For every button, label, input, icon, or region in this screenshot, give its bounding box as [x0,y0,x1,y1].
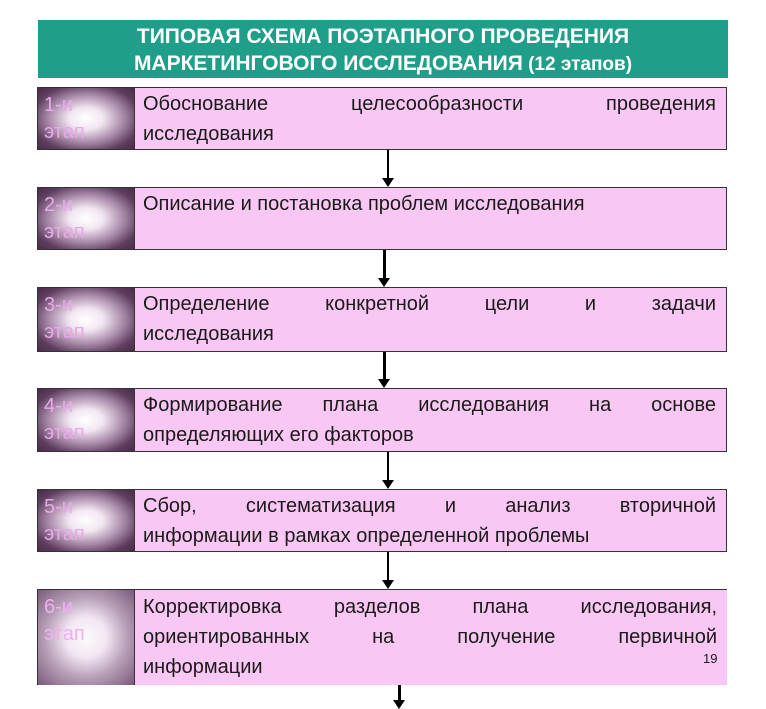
stage-1-text-line-2: исследования [143,123,274,145]
stage-6-number: 6-и [44,596,73,618]
stage-5-label [38,490,135,551]
arrow-3-4-head [378,379,390,388]
stage-4-label [38,389,135,451]
arrow-4-5 [382,452,394,489]
stage-1-box [37,87,727,150]
arrow-6-next [393,685,405,709]
stage-5-description [135,490,726,551]
stage-6-box [37,589,727,685]
stage-4-text-line-2: определяющих его факторов [143,424,414,446]
title-line-2-suffix: (12 этапов) [522,54,633,75]
stage-3-description [135,288,726,351]
stage-6-text-line-3: информации [143,656,263,678]
stage-3-text-line-2: исследования [143,323,274,345]
stage-2-label [38,188,135,249]
stage-5-text-line-2: информации в рамках определенной проблемы [143,525,590,547]
stage-2-text-line-1: Описание и постановка проблем исследования [143,193,585,215]
arrow-2-3 [378,250,390,287]
arrow-5-6 [382,552,394,589]
title-line-2-main: МАРКЕТИНГОВОГО ИССЛЕДОВАНИЯ [133,52,523,75]
stage-6-text-line-2: ориентированных на получение первичной [143,626,717,648]
arrow-1-2 [382,150,394,187]
stage-4-number: 4-и [44,395,73,417]
stage-3-number: 3-и [44,294,73,316]
arrow-3-4 [378,352,390,388]
arrow-4-5-head [382,480,394,489]
stage-3-box [37,287,727,352]
stage-6-label [38,590,135,685]
stage-4-text-line-1: Формирование плана исследования на основе [143,394,716,416]
arrow-2-3-head [378,278,390,287]
title-line-2 [38,50,728,78]
stage-3-text-line-1: Определение конкретной цели и задачи [143,293,716,315]
stage-5-box [37,489,727,552]
stage-1-text-line-1: Обоснование целесообразности проведения [143,93,716,115]
stage-6-text-line-1: Корректировка разделов плана исследования, [143,596,717,618]
stage-4-word: этап [44,422,85,444]
stage-1-number: 1-и [44,94,73,116]
stage-5-number: 5-и [44,496,73,518]
arrow-5-6-head [382,580,394,589]
stage-1-label [38,88,135,149]
stage-1-description [135,88,726,149]
stage-3-word: этап [44,321,85,343]
stage-5-word: этап [44,523,85,545]
stage-4-box [37,388,727,452]
stage-5-text-line-1: Сбор, систематизация и анализ вторичной [143,495,716,517]
stage-6-description [135,590,727,685]
arrow-1-2-head [382,178,394,187]
stage-3-label [38,288,135,351]
stage-1-word: этап [44,121,85,143]
stage-6-word: этап [44,623,85,645]
title-line-1: ТИПОВАЯ СХЕМА ПОЭТАПНОГО ПРОВЕДЕНИЯ [136,25,630,48]
stage-4-description [135,389,726,451]
arrow-6-next-head [393,700,405,709]
stage-2-box [37,187,727,250]
diagram-title [38,20,728,78]
page-number: 19 [703,651,718,666]
stage-2-description [135,188,726,249]
stage-2-word: этап [44,221,85,243]
stage-2-number: 2-и [44,194,73,216]
